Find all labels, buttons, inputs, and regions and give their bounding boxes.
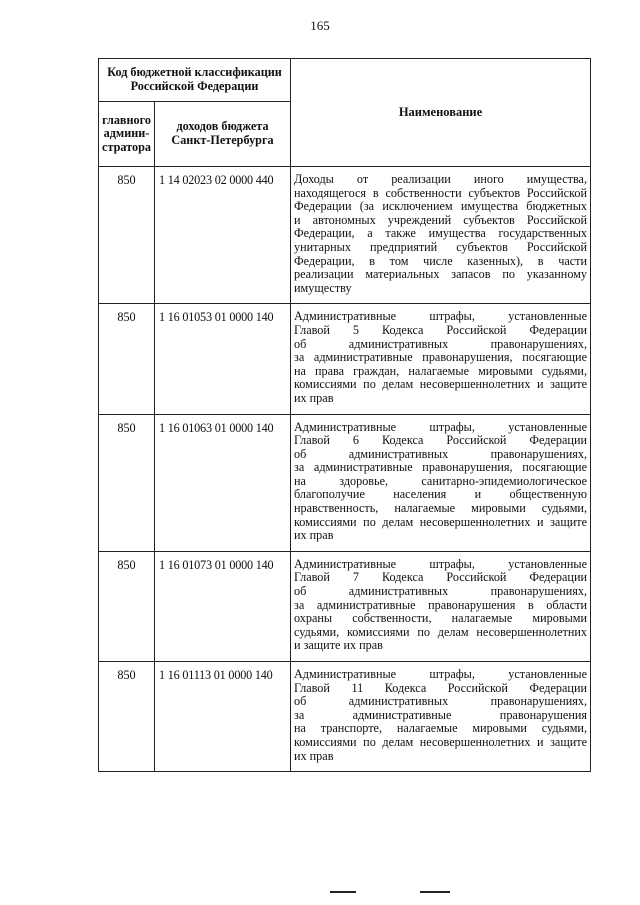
- name-text-line: реализации материальных запасов по указанному: [294, 267, 587, 282]
- name-text-line: Доходы от реализации иного имущества,: [294, 172, 587, 186]
- name-text-line: на права граждан, налагаемые мировыми судьями,: [294, 363, 587, 378]
- income-code-cell: 1 14 02023 02 0000 440: [155, 167, 291, 304]
- header-main-administrator: главного админи-стратора: [99, 102, 155, 167]
- name-text-line: их прав: [294, 748, 334, 763]
- name-text-line: Административные штрафы, установленные: [294, 309, 587, 324]
- budget-classification-table: [98, 58, 591, 772]
- name-text-line: Административные штрафы, установленные: [294, 419, 587, 434]
- name-text-line: комиссиями по делам несовершеннолетних и защите: [294, 734, 587, 749]
- name-text-line: за административные правонарушения в области: [294, 597, 587, 612]
- name-text-line: комиссиями по делам несовершеннолетних и защите: [294, 514, 587, 529]
- name-text-line: об административных правонарушениях,: [294, 336, 587, 351]
- income-code-cell: 1 16 01063 01 0000 140: [155, 414, 291, 551]
- admin-code-cell: 850: [99, 662, 155, 772]
- table-row: [99, 304, 591, 414]
- header-name: Наименование: [291, 59, 591, 167]
- name-text-line: Федерации, а также имущества государственных: [294, 226, 587, 241]
- name-text-line: Главой 11 Кодекса Российской Федерации: [294, 680, 587, 695]
- name-text-line: об административных правонарушениях,: [294, 694, 587, 709]
- name-text-line: нравственность, налагаемые мировыми судьями,: [294, 501, 587, 516]
- name-text-line: на транспорте, налагаемые мировыми судьями,: [294, 721, 587, 736]
- table-row: [99, 662, 591, 772]
- admin-code-cell: 850: [99, 304, 155, 414]
- name-text-line: Главой 5 Кодекса Российской Федерации: [294, 322, 587, 337]
- name-text-line: их прав: [294, 528, 334, 543]
- admin-code-cell: 850: [99, 551, 155, 661]
- name-cell: [291, 662, 591, 772]
- name-text-line: охраны собственности, налагаемые мировыми: [294, 611, 587, 626]
- name-text-line: на здоровье, санитарно-эпидемиологическое: [294, 473, 587, 488]
- name-text-line: Федерации, в том числе казенных), в части: [294, 253, 587, 268]
- name-text-line: имуществу: [294, 280, 352, 295]
- name-text-line: и защите их прав: [294, 638, 383, 653]
- footer-mark: [330, 891, 356, 893]
- name-text-line: Главой 7 Кодекса Российской Федерации: [294, 570, 587, 585]
- income-code-cell: 1 16 01113 01 0000 140: [155, 662, 291, 772]
- name-text-line: Главой 6 Кодекса Российской Федерации: [294, 433, 587, 448]
- name-text-line: унитарных предприятий субъектов Российской: [294, 239, 587, 254]
- table-row: [99, 551, 591, 661]
- footer-mark: [420, 891, 450, 893]
- name-text-line: за административные правонарушения: [294, 707, 587, 722]
- name-text-line: находящегося в собственности субъектов Российской: [294, 185, 587, 200]
- name-text-line: Административные штрафы, установленные: [294, 556, 587, 571]
- name-cell: [291, 167, 591, 304]
- name-text-line: об административных правонарушениях,: [294, 446, 587, 461]
- name-text-line: их прав: [294, 390, 334, 405]
- header-classification-code: Код бюджетной классификации Российской Федерации: [99, 59, 291, 102]
- admin-code-cell: 850: [99, 414, 155, 551]
- name-cell: [291, 551, 591, 661]
- name-text-line: Федерации (за исключением имущества бюджетных: [294, 199, 587, 214]
- name-cell: [291, 414, 591, 551]
- name-text-line: Административные штрафы, установленные: [294, 667, 587, 681]
- name-text-line: комиссиями по делам несовершеннолетних и защите: [294, 377, 587, 392]
- name-text-line: за административные правонарушения, посягающие: [294, 460, 587, 475]
- header-budget-income: доходов бюджета Санкт-Петербурга: [155, 102, 291, 167]
- name-text-line: за административные правонарушения, посягающие: [294, 350, 587, 365]
- table-row: [99, 167, 591, 304]
- name-text-line: и автономных учреждений субъектов Российской: [294, 212, 587, 227]
- table-row: [99, 414, 591, 551]
- name-text-line: об административных правонарушениях,: [294, 584, 587, 599]
- income-code-cell: 1 16 01073 01 0000 140: [155, 551, 291, 661]
- income-code-cell: 1 16 01053 01 0000 140: [155, 304, 291, 414]
- name-text-line: благополучие населения и общественную: [294, 487, 587, 502]
- name-text-line: судьями, комиссиями по делам несовершеннолетних: [294, 624, 587, 639]
- name-cell: [291, 304, 591, 414]
- admin-code-cell: 850: [99, 167, 155, 304]
- page-number: 165: [310, 18, 330, 33]
